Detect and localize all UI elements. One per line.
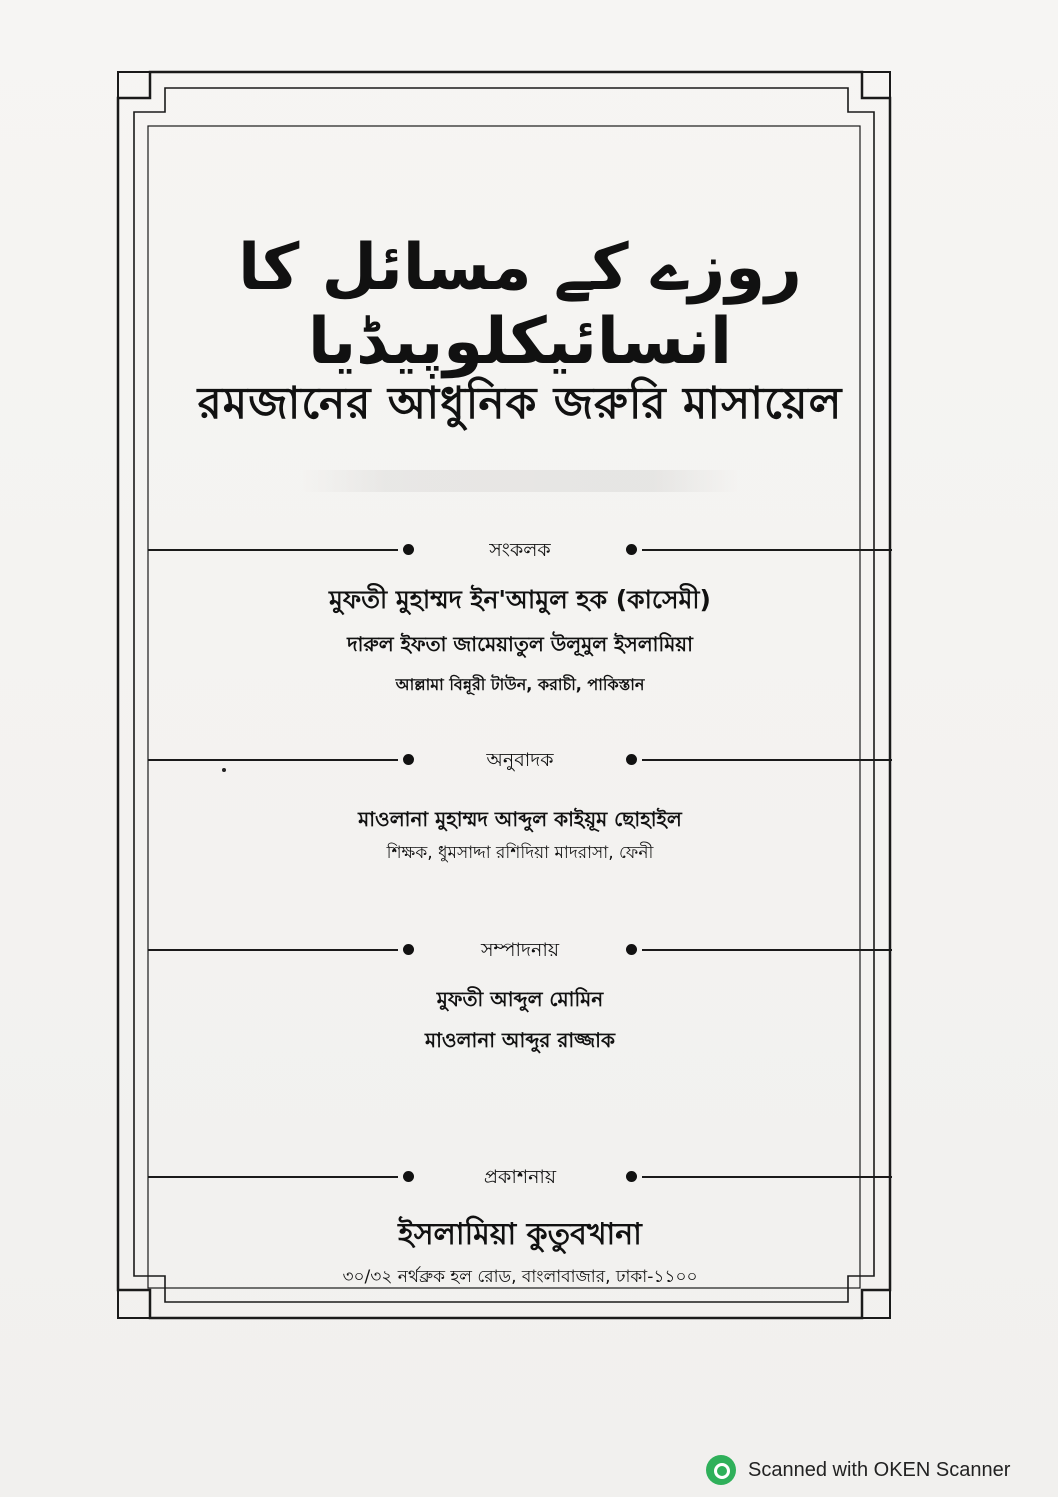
scanner-watermark (706, 1452, 1046, 1488)
publisher-divider (148, 1165, 892, 1189)
bleed-through-shadow (300, 470, 740, 492)
translator-name: মাওলানা মুহাম্মদ আব্দুল কাইয়ূম ছোহাইল (358, 807, 682, 831)
scanner-logo-icon (706, 1455, 736, 1485)
title-page-content (140, 160, 900, 1300)
translator-label: অনুবাদক (486, 749, 554, 771)
urdu-title: روزے کے مسائل کا انسائیکلوپیڈیا (238, 231, 802, 379)
publisher-address: ৩০/৩২ নর্থব্রুক হল রোড, বাংলাবাজার, ঢাকা-১১০০ (342, 1267, 698, 1287)
compiler-divider (148, 538, 892, 562)
compiler-name: মুফতী মুহাম্মদ ইন'আমুল হক (কাসেমী) (329, 585, 711, 614)
editors-divider (148, 938, 892, 962)
compiler-institution: দারুল ইফতা জামেয়াতুল উলূমুল ইসলামিয়া (347, 632, 693, 656)
editor-name-1: মুফতী আব্দুল মোমিন (436, 987, 604, 1011)
bengali-title: রমজানের আধুনিক জরুরি মাসায়েল (197, 378, 843, 429)
compiler-address: আল্লামা বিন্নূরী টাউন, করাচী, পাকিস্তান (395, 675, 645, 694)
compiler-label: সংকলক (489, 539, 551, 561)
scanner-watermark-text: Scanned with OKEN Scanner (748, 1458, 1011, 1481)
translator-role: শিক্ষক, ধুমসাদ্দা রশিদিয়া মাদরাসা, ফেনী (386, 843, 654, 863)
editor-name-2: মাওলানা আব্দুর রাজ্জাক (425, 1028, 615, 1052)
translator-divider (148, 748, 892, 772)
stray-ink-dot (222, 768, 226, 772)
publisher-label: প্রকাশনায় (483, 1166, 557, 1188)
editors-label: সম্পাদনায় (480, 939, 560, 961)
publisher-name: ইসলামিয়া কুতুবখানা (398, 1217, 642, 1252)
